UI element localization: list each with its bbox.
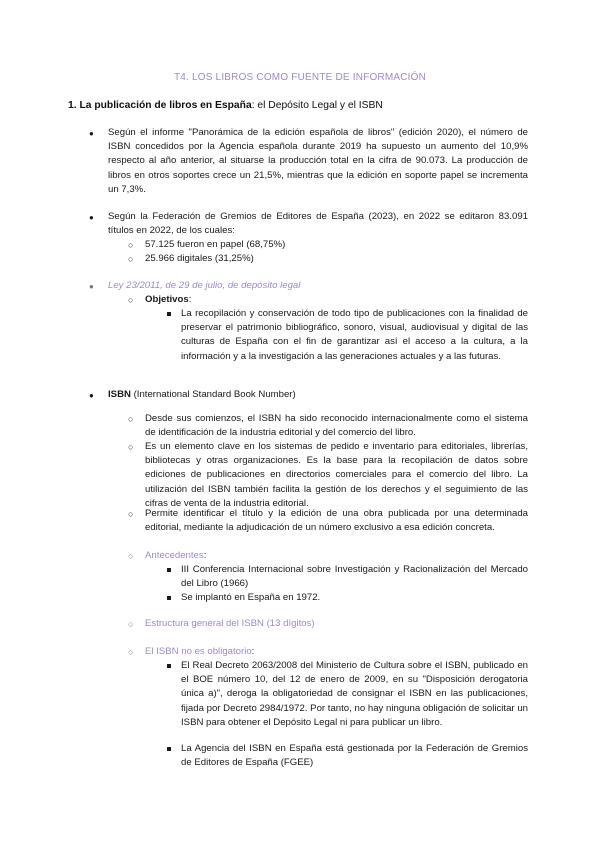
federacion-sub-item: 57.125 fueron en papel (68,75%) bbox=[145, 239, 286, 250]
obligatorio-colon: : bbox=[251, 646, 255, 657]
circle-bullet-icon: ○ bbox=[128, 295, 134, 305]
isbn-label: ISBN bbox=[108, 389, 131, 400]
circle-bullet-icon: ○ bbox=[128, 414, 134, 424]
square-bullet-icon bbox=[167, 312, 171, 316]
square-bullet-icon bbox=[167, 568, 171, 572]
federacion-sub-item: 25.966 digitales (31,25%) bbox=[145, 253, 254, 264]
section-heading bbox=[68, 100, 383, 111]
circle-bullet-icon: ○ bbox=[128, 442, 134, 452]
document-title: T4. LOS LIBROS COMO FUENTE DE INFORMACIÓN bbox=[173, 72, 427, 83]
objetivos-label-text: Objetivos bbox=[145, 294, 189, 305]
obligatorio-point: El Real Decreto 2063/2008 del Ministerio de Cultura sobre el ISBN, publicado en el BOE número 10, del 12 de enero de 2009, en su "Disposición derogatoria única a)", deroga la obligatoriedad de consignar el ISBN en las publicaciones, fijada por Decreto 2984/1972. Por tanto, no hay ninguna obligación de solicitar un ISBN para obtener el Depósito Legal ni para publicar un libro. bbox=[181, 660, 528, 728]
antecedentes-colon: : bbox=[203, 550, 207, 561]
obligatorio-point: La Agencia del ISBN en España está gestionada por la Federación de Gremios de Editores de España (FGEE) bbox=[181, 743, 528, 769]
square-bullet-icon bbox=[167, 596, 171, 600]
isbn-rest: (International Standard Book Number) bbox=[130, 389, 296, 400]
panoramica-paragraph: Según el informe "Panorámica de la edición española de libros" (edición 2020), el número de ISBN concedidos por la Agencia española durante 2019 ha supuesto un aumento del 10,9% respecto al año anterior, al situarse la producción total en la cifra de 90.073. La producción de libros en otros soportes crece un 21,5%, mientras que la edición en soporte papel se incrementa un 7,3%. bbox=[108, 127, 528, 195]
square-bullet-icon bbox=[167, 664, 171, 668]
bullet-icon: ● bbox=[89, 213, 94, 222]
section-heading-rest: : el Depósito Legal y el ISBN bbox=[251, 100, 383, 111]
antecedentes-link[interactable]: Antecedentes bbox=[145, 550, 204, 561]
estructura-link[interactable]: Estructura general del ISBN (13 dígitos) bbox=[145, 618, 315, 629]
circle-bullet-icon: ○ bbox=[128, 551, 134, 561]
isbn-point: Es un elemento clave en los sistemas de pedido e inventario para editoriales, librerías, bibliotecas y otras organizaciones. Es la base para la recopilación de datos sobre ediciones de publicaciones en directorios comerciales para el comercio del libro. La utilización del ISBN también facilita la gestión de los derechos y el seguimiento de las cifras de venta de la industria editorial. bbox=[145, 441, 528, 509]
antecedentes-heading bbox=[145, 549, 528, 563]
bullet-icon: ● bbox=[89, 391, 94, 400]
bullet-icon: ● bbox=[89, 282, 94, 291]
isbn-point: Desde sus comienzos, el ISBN ha sido reconocido internacionalmente como el sistema de identificación de la industria editorial y del comercio del libro. bbox=[145, 413, 528, 439]
objetivos-colon: : bbox=[188, 294, 192, 305]
bullet-icon: ● bbox=[89, 129, 94, 138]
objetivos-label bbox=[145, 293, 528, 307]
circle-bullet-icon: ○ bbox=[128, 647, 134, 657]
circle-bullet-icon: ○ bbox=[128, 240, 134, 250]
obligatorio-heading bbox=[145, 645, 528, 659]
antecedentes-point: Se implantó en España en 1972. bbox=[181, 592, 321, 603]
obligatorio-link[interactable]: El ISBN no es obligatorio bbox=[145, 646, 252, 657]
antecedentes-point: III Conferencia Internacional sobre Investigación y Racionalización del Mercado del Libro (1966) bbox=[181, 564, 528, 590]
objetivos-text: La recopilación y conservación de todo tipo de publicaciones con la finalidad de preservar el patrimonio bibliográfico, sonoro, visual, audiovisual y digital de las culturas de España con el fin de garantizar así el acceso a la cultura, a la información y a la investigación a las generaciones actuales y a las futuras. bbox=[181, 308, 528, 362]
circle-bullet-icon: ○ bbox=[128, 619, 134, 629]
federacion-paragraph: Según la Federación de Gremios de Editores de España (2023), en 2022 se editaron 83.091 títulos en 2022, de los cuales: bbox=[108, 211, 528, 237]
ley-link[interactable]: Ley 23/2011, de 29 de julio, de depósito legal bbox=[108, 280, 301, 291]
square-bullet-icon bbox=[167, 747, 171, 751]
isbn-point: Permite identificar el título y la edición de una obra publicada por una determinada editorial, mediante la adjudicación de un número exclusivo a esa edición concreta. bbox=[145, 508, 528, 534]
section-heading-main: 1. La publicación de libros en España bbox=[68, 100, 252, 111]
isbn-heading bbox=[108, 388, 528, 402]
circle-bullet-icon: ○ bbox=[128, 254, 134, 264]
circle-bullet-icon: ○ bbox=[128, 509, 134, 519]
